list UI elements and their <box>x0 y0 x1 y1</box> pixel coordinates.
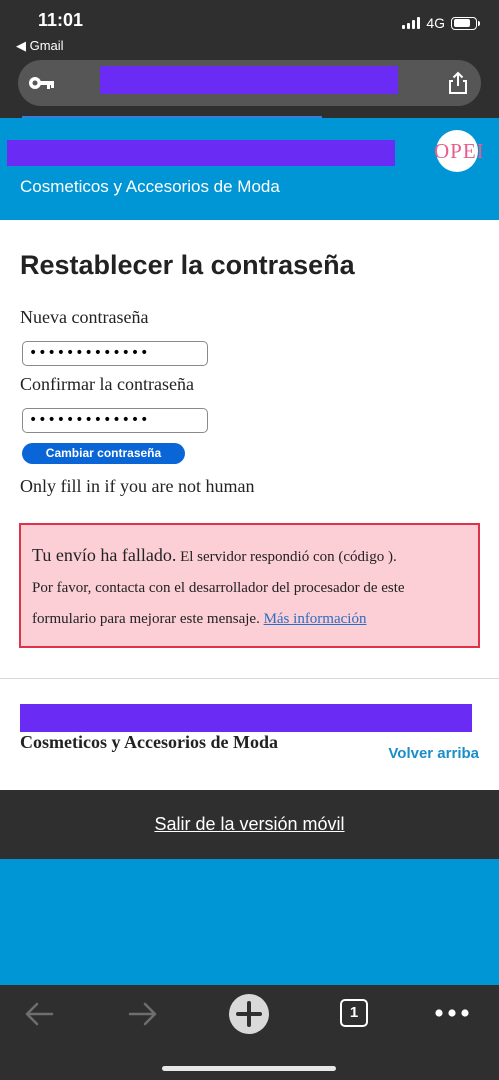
honeypot-label: Only fill in if you are not human <box>20 476 255 496</box>
error-message-box <box>19 523 480 648</box>
status-time: 11:01 <box>38 10 84 30</box>
network-type: 4G <box>426 15 445 31</box>
site-tagline: Cosmeticos y Accesorios de Moda <box>20 177 280 196</box>
confirm-password-input[interactable]: ••••••••••••• <box>22 408 208 433</box>
status-indicators <box>402 15 477 31</box>
error-line-3 <box>32 604 467 635</box>
site-header <box>0 118 499 220</box>
new-password-input[interactable]: ••••••••••••• <box>22 341 208 366</box>
exit-mobile-version-link[interactable]: Salir de la versión móvil <box>154 814 345 834</box>
footer-dark-band <box>0 790 499 859</box>
address-bar[interactable] <box>18 60 481 106</box>
error-line-3-text: formulario para mejorar este mensaje. <box>32 611 260 627</box>
footer-site-name: Cosmeticos y Accesorios de Moda <box>20 732 278 752</box>
error-detail: El servidor respondió con (código ). <box>180 549 397 565</box>
change-password-button[interactable]: Cambiar contraseña <box>22 443 185 464</box>
site-title-redacted[interactable] <box>7 140 395 166</box>
new-password-label: Nueva contraseña <box>20 307 149 327</box>
page-title: Restablecer la contraseña <box>20 250 355 280</box>
logo-text: OPEI <box>434 139 485 163</box>
home-indicator[interactable] <box>162 1066 336 1071</box>
footer-blue-band <box>0 859 499 985</box>
error-lead: Tu envío ha fallado. <box>32 545 177 565</box>
forward-arrow-icon[interactable] <box>126 999 160 1029</box>
footer-divider <box>0 678 499 679</box>
back-to-top-link[interactable]: Volver arriba <box>388 745 479 762</box>
site-logo[interactable] <box>434 130 485 172</box>
battery-icon <box>451 17 477 30</box>
tab-switcher-button[interactable]: 1 <box>340 999 368 1027</box>
signal-icon <box>402 17 420 29</box>
back-arrow-icon[interactable] <box>22 999 56 1029</box>
main-content <box>0 220 499 678</box>
back-to-gmail-link[interactable]: ◀ Gmail <box>16 38 64 53</box>
confirm-password-label: Confirmar la contraseña <box>20 374 194 394</box>
more-info-link[interactable]: Más información <box>263 611 367 627</box>
more-options-icon[interactable] <box>434 1005 470 1021</box>
browser-top-chrome <box>0 0 499 118</box>
url-redacted[interactable] <box>100 66 398 94</box>
footer-title-redacted[interactable] <box>20 704 472 732</box>
new-tab-plus-icon[interactable] <box>228 993 270 1035</box>
key-icon[interactable] <box>28 72 56 94</box>
error-line-1 <box>32 540 467 573</box>
share-icon[interactable] <box>445 70 471 96</box>
error-line-2: Por favor, contacta con el desarrollador del procesador de este <box>32 580 405 596</box>
